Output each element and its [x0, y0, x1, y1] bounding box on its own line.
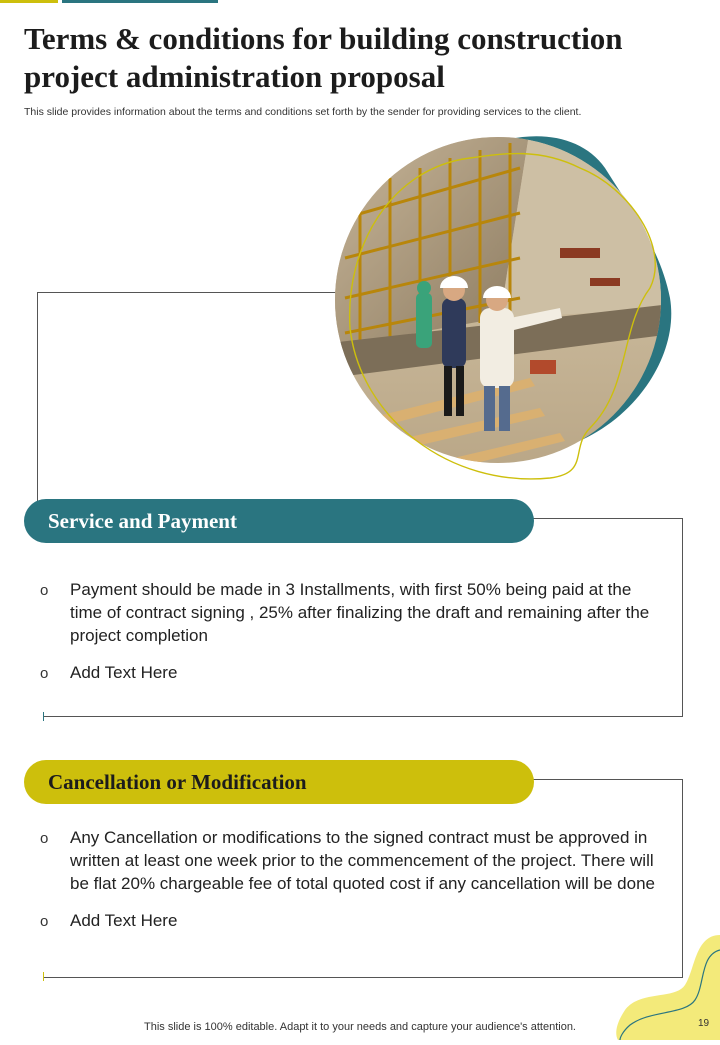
- page-subtitle: This slide provides information about the terms and conditions set forth by the sender for providing services to the client.: [24, 106, 582, 118]
- list-item-text: Add Text Here: [70, 911, 178, 930]
- list-item-text: Any Cancellation or modifications to the signed contract must be approved in written at least one week prior to the commencement of the project. There will be flat 20% chargeable fee of total quoted cost if any cancellation will be done: [70, 828, 655, 893]
- list-item: [40, 661, 660, 684]
- top-accent-yellow: [0, 0, 58, 3]
- bullet-marker: o: [40, 582, 49, 599]
- box-tick-teal: [43, 712, 44, 721]
- box-tick-yellow: [43, 972, 44, 981]
- top-accent-teal: [62, 0, 218, 3]
- list-item: [40, 826, 660, 895]
- construction-photo-icon: [330, 128, 680, 488]
- service-payment-list: [40, 578, 660, 698]
- page-number: 19: [698, 1018, 710, 1029]
- footer-note: This slide is 100% editable. Adapt it to your needs and capture your audience's attention.: [144, 1021, 576, 1033]
- cancellation-list: [40, 826, 660, 946]
- list-item-text: Add Text Here: [70, 663, 178, 682]
- photo-frame-line: [37, 292, 348, 505]
- bullet-marker: o: [40, 665, 49, 682]
- cancellation-header: Cancellation or Modification: [24, 760, 534, 804]
- page-title: Terms & conditions for building construction project administration proposal: [24, 21, 623, 94]
- list-item: [40, 578, 660, 647]
- list-item-text: Payment should be made in 3 Installments, with first 50% being paid at the time of contract signing , 25% after finalizing the draft and remaining after the project completion: [70, 580, 650, 645]
- bullet-marker: o: [40, 830, 49, 847]
- bullet-marker: o: [40, 913, 49, 930]
- service-payment-header: Service and Payment: [24, 499, 534, 543]
- construction-photo: [330, 128, 680, 488]
- list-item: [40, 909, 660, 932]
